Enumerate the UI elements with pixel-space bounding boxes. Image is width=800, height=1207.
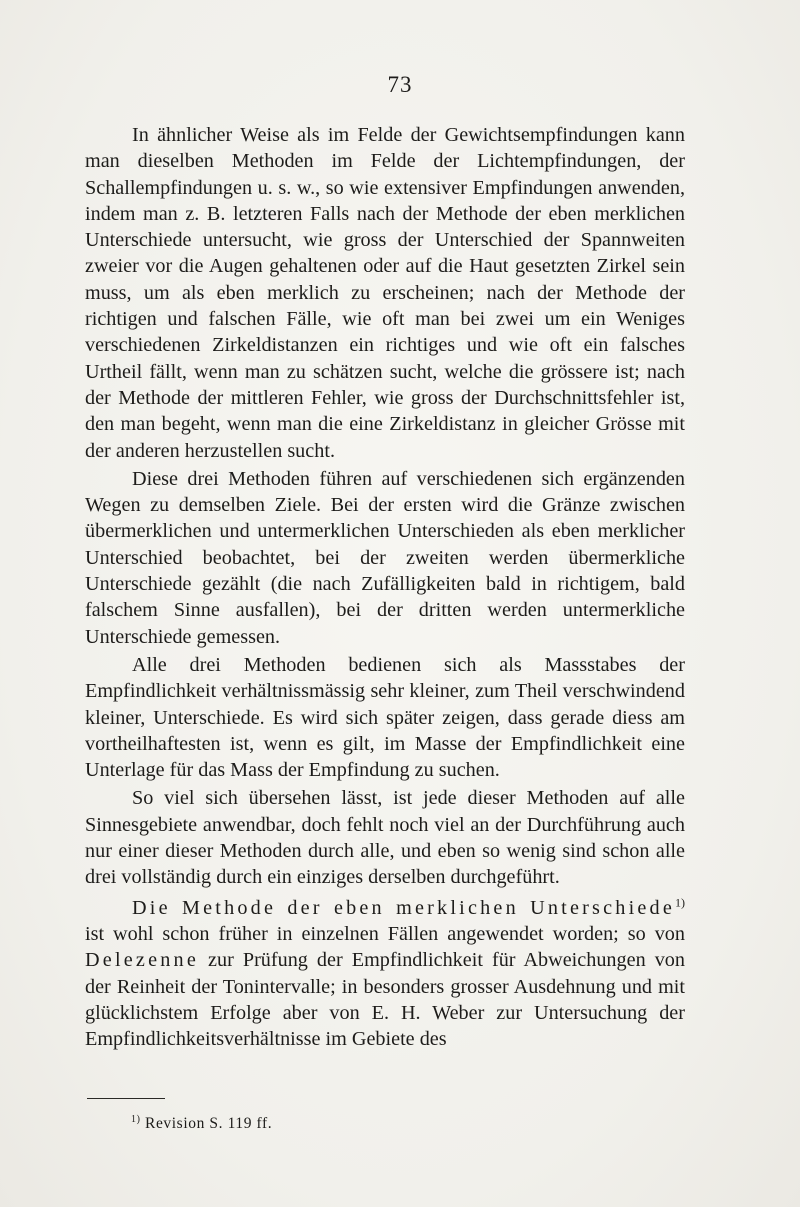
paragraph-applicability: So viel sich übersehen lässt, ist jede dieser Methoden auf alle Sinnesgebiete anwendbar, doch fehlt noch viel an der Durchführung auch nur einer dieser Methoden durch alle, und eben so wenig sind schon alle drei vollständig durch ein einziges derselben durchgeführt. [85,787,685,889]
paragraph-text-part: ist wohl schon früher in einzelnen Fällen angewendet worden; so von [85,922,685,945]
main-text-block [85,122,685,1052]
paragraph-methods-in-other-senses: In ähnlicher Weise als im Felde der Gewichtsempfindungen kann man dieselben Methoden im Felde der Lichtempfindungen, der Schallempfindungen u. s. w., so wie extensiver Empfindungen anwenden, indem man z. B. letzteren Falls nach der Methode der eben merklichen Unterschiede untersucht, wie gross der Unterschied der Spannweiten zweier vor die Augen gehaltenen oder auf die Haut gesetzten Zirkel sein muss, um als eben merklich zu erscheinen; nach der Methode der richtigen und falschen Fälle, wie oft man bei zwei um ein Weniges verschiedenen Zirkeldistanzen ein richtiges und wie oft ein falsches Urtheil fällt, wenn man zu schätzen sucht, welche die grössere ist; nach der Methode der mittleren Fehler, wie gross der Durchschnittsfehler ist, den man begeht, wenn man die eine Zirkeldistanz in gleicher Grösse mit der anderen herzustellen sucht. [85,124,685,462]
footnote-marker: 1) [131,1113,141,1125]
spaced-author-name: Delezenne [85,949,199,972]
footnote-text: Revision S. 119 ff. [140,1115,273,1132]
footnote-divider [87,1098,165,1099]
footnote [131,1115,272,1133]
paragraph-three-methods-complement: Diese drei Methoden führen auf verschiedenen sich ergänzenden Wegen zu demselben Ziele. Bei der ersten wird die Gränze zwischen übermerklichen und untermerklichen Unterschieden als eben merklicher Unterschied beobachtet, bei der zweiten werden übermerkliche Unterschiede gezählt (die nach Zufälligkeiten bald in richtigem, bald falschem Sinne ausfallen), bei der dritten werden untermerkliche Unterschiede gemessen. [85,467,685,648]
spaced-heading-text: Die Methode der eben merklichen Unterschiede [132,896,675,919]
page-number: 73 [387,72,413,97]
paragraph-text-part: zur Prüfung der Empfindlichkeit für Abweichungen von der Reinheit der Tonintervalle; in besonders grosser Ausdehnung und mit glücklichstem Erfolge aber von E. H. Weber zur Untersuchung der Empfindlichkeitsverhältnisse im Gebiete des [85,949,685,1051]
paragraph-small-differences: Alle drei Methoden bedienen sich als Massstabes der Empfindlichkeit verhältnissmässig sehr kleiner, zum Theil verschwindend kleiner, Unterschiede. Es wird sich später zeigen, dass gerade diess am vortheilhaftesten ist, wenn es gilt, im Masse der Empfindlichkeit eine Unterlage für das Mass der Empfindung zu suchen. [85,653,685,782]
paragraph-method-of-just-noticeable-differences [85,895,685,1053]
footnote-reference[interactable]: 1) [675,894,685,909]
